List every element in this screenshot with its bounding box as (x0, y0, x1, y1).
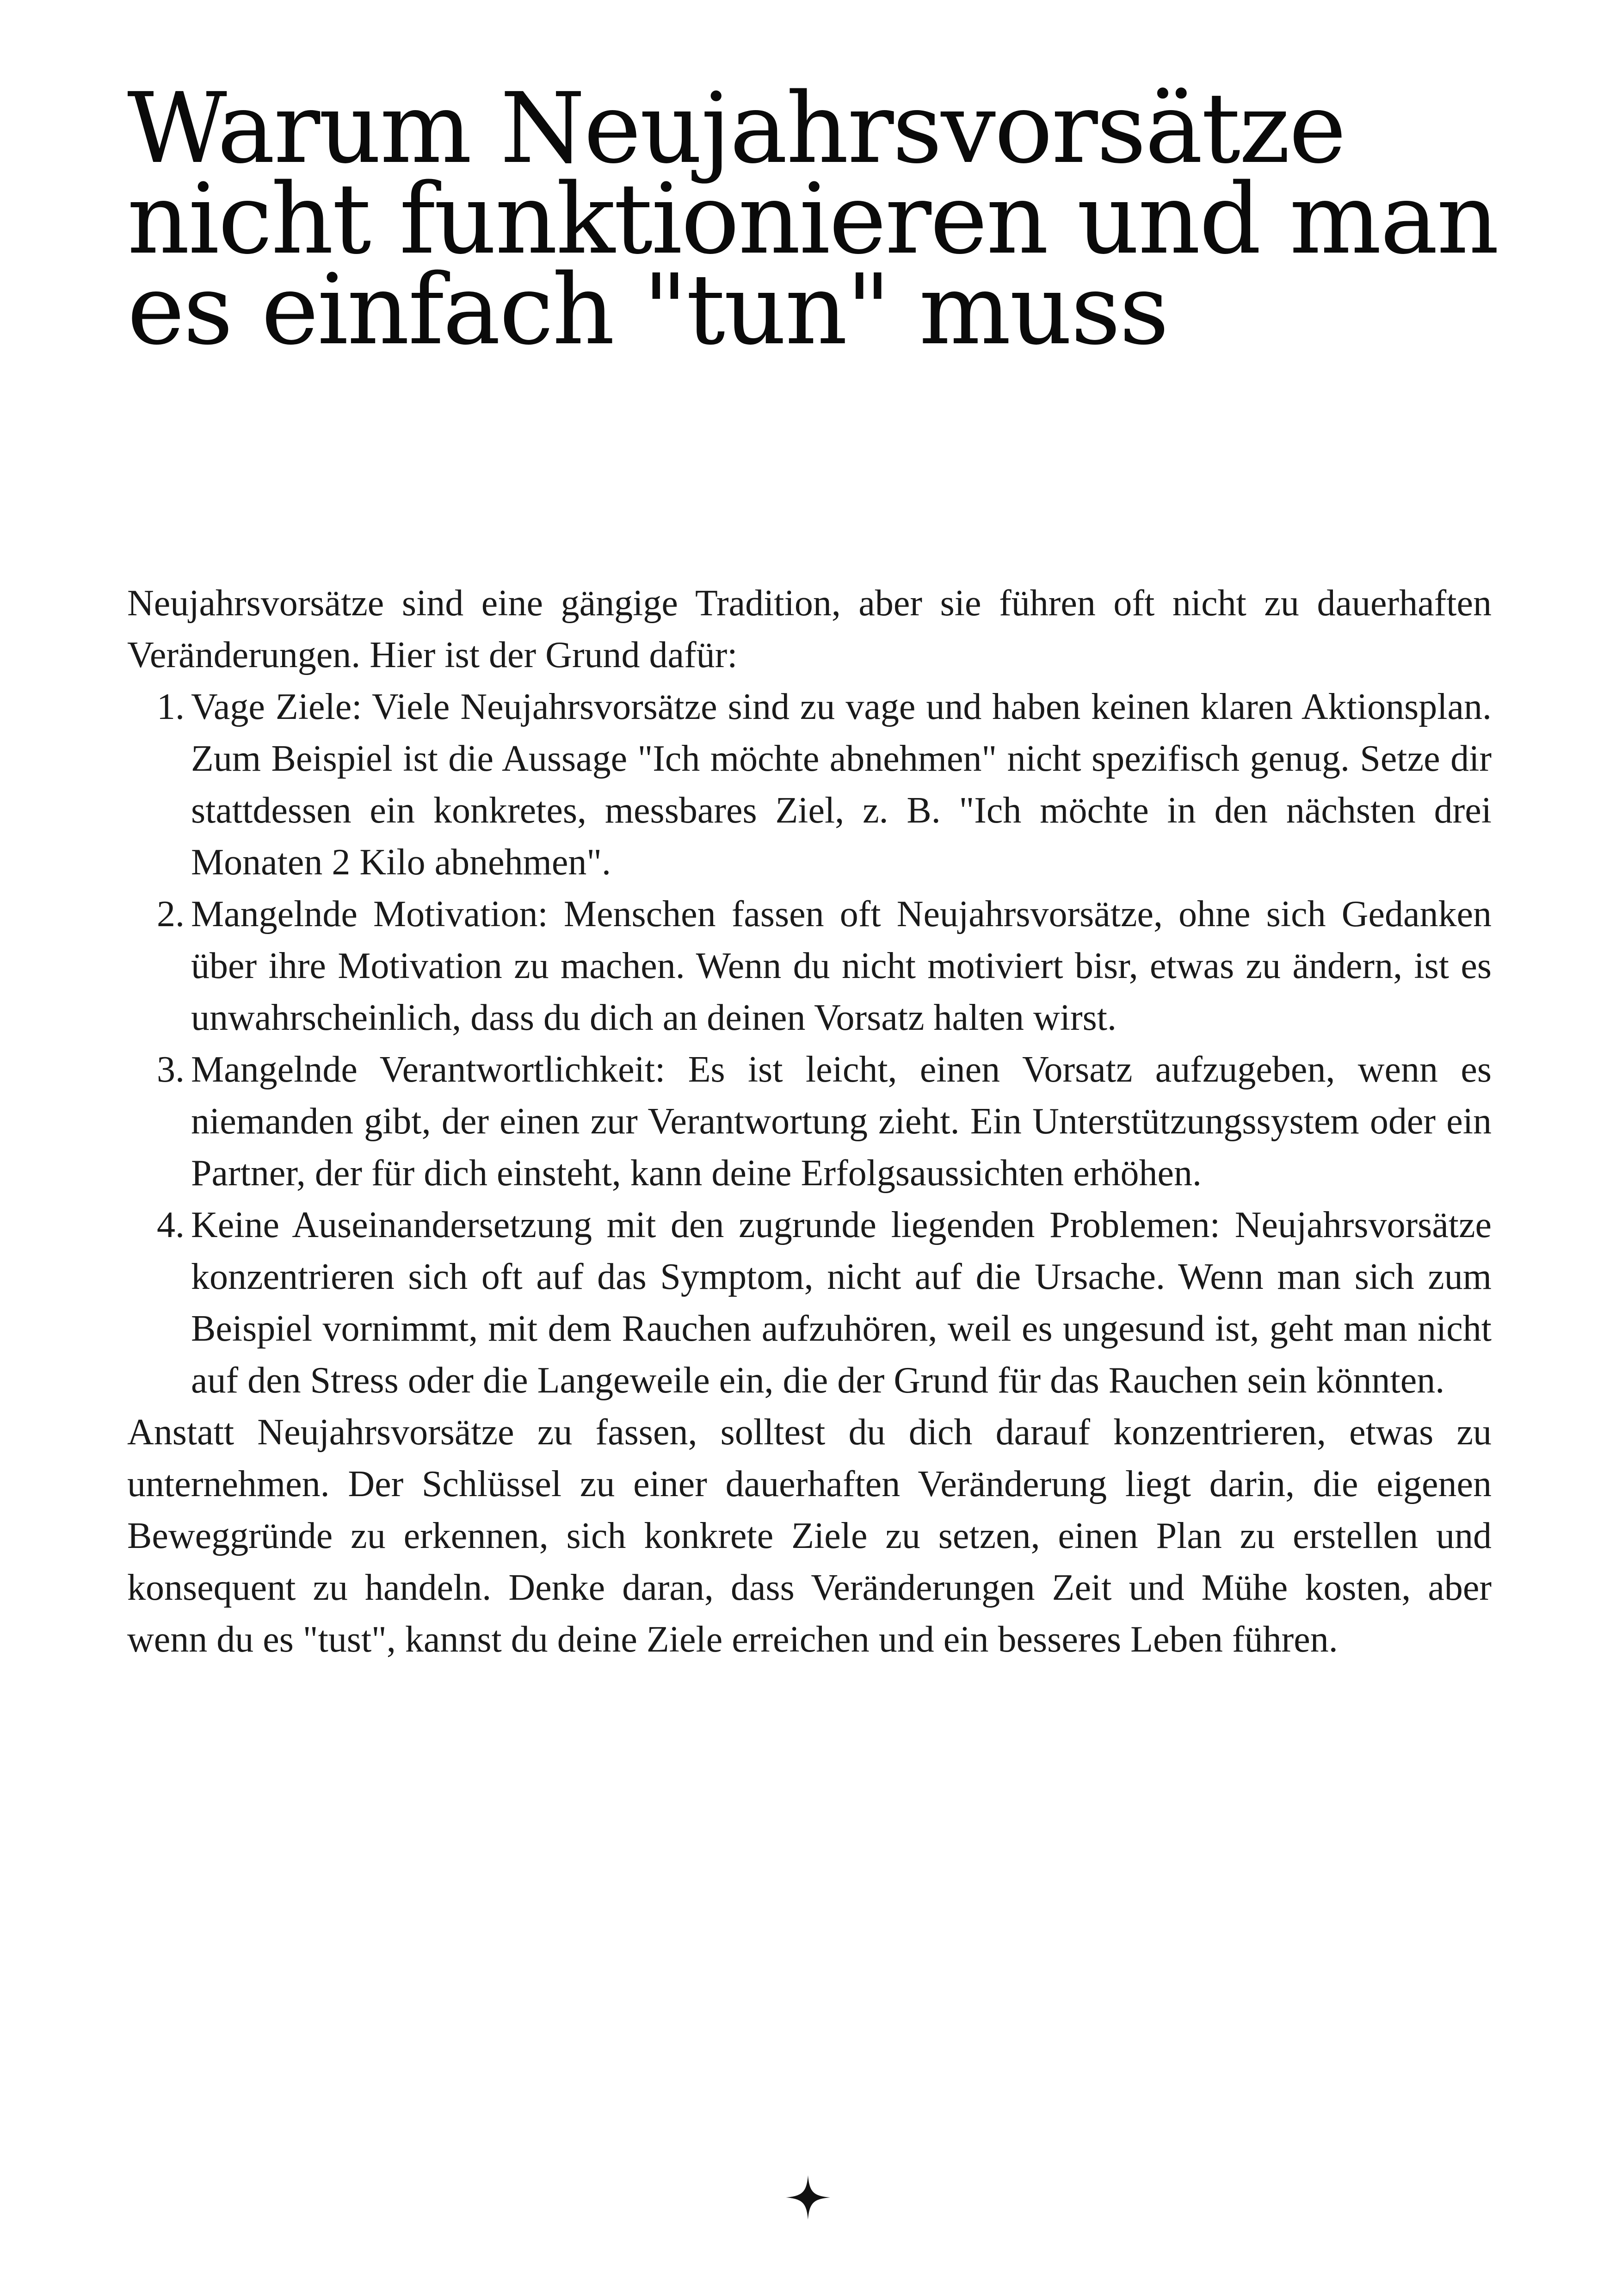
list-item-number: 2. (157, 894, 185, 934)
list-item-number: 4. (157, 1205, 185, 1245)
list-item (127, 681, 1492, 888)
list-item-text: Mangelnde Verantwortlichkeit: Es ist leicht, einen Vorsatz aufzugeben, wenn es niemanden gibt, der einen zur Verantwortung zieht. Ein Unterstützungssystem oder ein Partner, der für dich einsteht, kann deine Erfolgsaussichten erhöhen. (191, 1049, 1492, 1194)
title-line: nicht funktionieren und man (127, 162, 1498, 276)
page-title (127, 72, 1505, 366)
list-item (127, 1199, 1492, 1406)
list-item-text: Mangelnde Motivation: Menschen fassen oft Neujahrsvorsätze, ohne sich Gedanken über ihre Motivation zu machen. Wenn du nicht motiviert bisr, etwas zu ändern, ist es unwahrscheinlich, dass du dich an deinen Vorsatz halten wirst. (191, 894, 1492, 1038)
sparkle-icon (785, 2174, 831, 2221)
list-item (127, 888, 1492, 1044)
list-item-text: Vage Ziele: Viele Neujahrsvorsätze sind zu vage und haben keinen klaren Aktionsplan. Zum Beispiel ist die Aussage "Ich möchte abnehmen" nicht spezifisch genug. Setze dir stattdessen ein konkretes, messbares Ziel, z. B. "Ich möchte in den nächsten drei Monaten 2 Kilo abnehmen". (191, 687, 1492, 883)
conclusion-paragraph: Anstatt Neujahrsvorsätze zu fassen, solltest du dich darauf konzentrieren, etwas zu unternehmen. Der Schlüssel zu einer dauerhaften Veränderung liegt darin, die eigenen Beweggründe zu erkennen, sich konkrete Ziele zu setzen, einen Plan zu erstellen und konsequent zu handeln. Denke daran, dass Veränderungen Zeit und Mühe kosten, aber wenn du es "tust", kannst du deine Ziele erreichen und ein besseres Leben führen. (127, 1412, 1492, 1660)
title-line: es einfach "tun" muss (127, 253, 1168, 366)
list-item-text: Keine Auseinandersetzung mit den zugrunde liegenden Problemen: Neujahrsvorsätze konzentrieren sich oft auf das Symptom, nicht auf die Ursache. Wenn man sich zum Beispiel vornimmt, mit dem Rauchen aufzuhören, weil es ungesund ist, geht man nicht auf den Stress oder die Langeweile ein, die der Grund für das Rauchen sein könnten. (191, 1205, 1492, 1401)
list-item (127, 1044, 1492, 1199)
reasons-list (127, 681, 1492, 1406)
intro-paragraph: Neujahrsvorsätze sind eine gängige Tradition, aber sie führen oft nicht zu dauerhaften Veränderungen. Hier ist der Grund dafür: (127, 583, 1492, 675)
article-body (127, 577, 1492, 1665)
list-item-number: 3. (157, 1049, 185, 1090)
list-item-number: 1. (157, 687, 185, 727)
title-line: Warum Neujahrsvorsätze (127, 72, 1345, 185)
